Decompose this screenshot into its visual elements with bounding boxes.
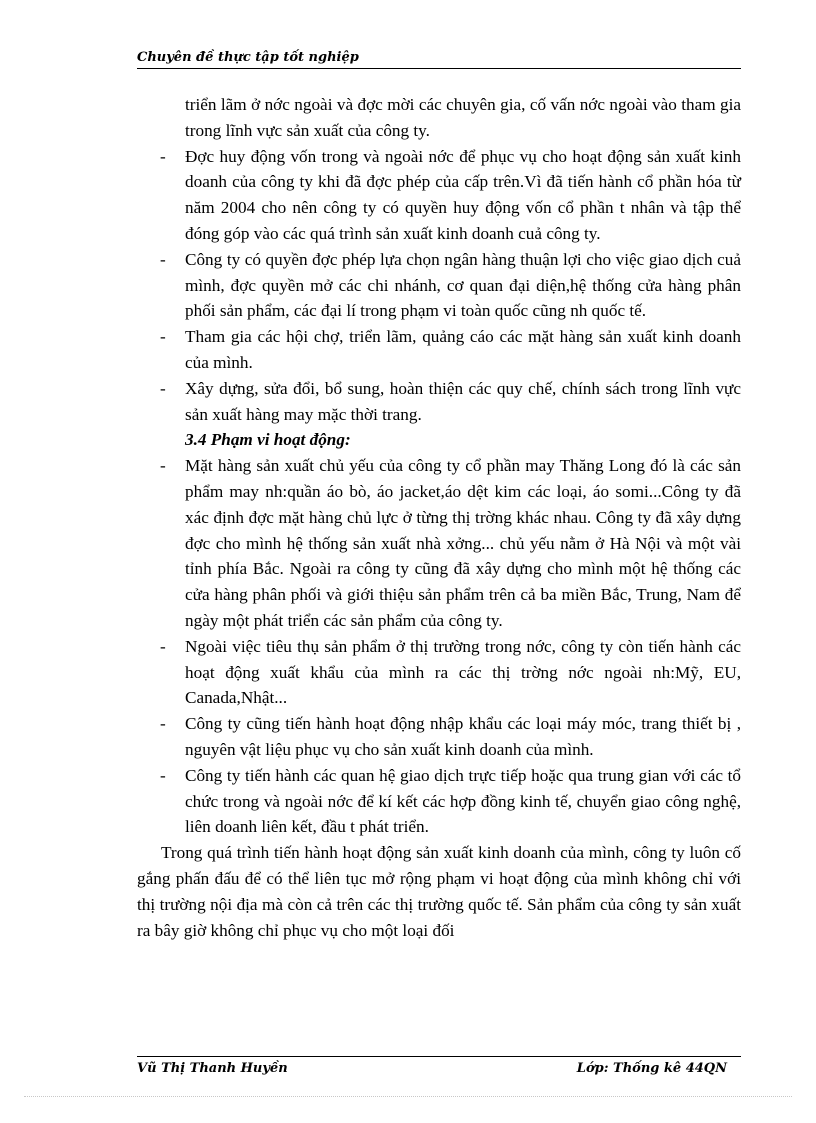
bullet-dash: - [160,249,166,269]
bullet-dash: - [160,378,166,398]
closing-paragraph: Trong quá trình tiến hành hoạt động sản xuất kinh doanh của mình, công ty luôn cố gắng phấn đấu để có thể liên tục mở rộng phạm vi hoạt động của mình không chỉ với thị trường nội địa mà còn cả trên các thị trường quốc tế. Sản phẩm của công ty sản xuất ra bây giờ không chỉ phục vụ cho một loại đối [137,843,741,940]
section-heading: 3.4 Phạm vi hoạt động: [185,430,351,450]
list-item [137,634,741,711]
list-item-text: Xây dựng, sửa đổi, bổ sung, hoàn thiện các quy chế, chính sách trong lĩnh vực sản xuất hàng may mặc thời trang. [185,378,741,424]
list-item [137,247,741,324]
list-a [137,144,741,428]
bullet-dash: - [160,714,166,734]
list-item-text: Ngoài việc tiêu thụ sản phẩm ở thị trường trong nớc, công ty còn tiến hành các hoạt động xuất khẩu của mình ra các thị trờng nớc ngoài nh:Mỹ, EU, Canada,Nhật... [185,636,741,708]
list-item [137,376,741,428]
page-header [137,48,741,69]
list-item-text: Mặt hàng sản xuất chủ yếu của công ty cổ phần may Thăng Long đó là các sản phẩm may nh:quần áo bò, áo jacket,áo dệt kim các loại, áo somi...Công ty đã xác định đợc mặt hàng chủ lực ở từng thị trờng khác nhau. Công ty đã xây dựng đợc cho mình hệ thống sản xuất nhà xởng... chủ yếu nằm ở Hà Nội và một vài tỉnh phía Bắc. Ngoài ra công ty cũng đã xây dựng cho mình một hệ thống các cửa hàng phân phối và giới thiệu sản phẩm trên cả ba miền Bắc, Trung, Nam để ngày một phát triển các sản phẩm của công ty. [185,456,741,630]
footer-author: Vũ Thị Thanh Huyền [137,1061,288,1076]
list-item [137,453,741,634]
list-item-text: Công ty tiến hành các quan hệ giao dịch trực tiếp hoặc qua trung gian với các tổ chức trong và ngoài nớc để kí kết các hợp đồng kinh tế, chuyển giao công nghệ, liên doanh liên kết, đầu t phát triển. [185,765,741,837]
page-content [137,92,741,943]
bullet-dash: - [160,765,166,785]
list-item-text: Công ty có quyền đợc phép lựa chọn ngân hàng thuận lợi cho việc giao dịch cuả mình, đợc quyền mở các chi nhánh, cơ quan đại diện,hệ thống cửa hàng phân phối sản phẩm, các đại lí trong phạm vi toàn quốc cũng nh quốc tế. [185,249,741,321]
list-item [137,711,741,763]
list-item [137,763,741,840]
list-item-text: Tham gia các hội chợ, triển lãm, quảng cáo các mặt hàng sản xuất kinh doanh của mình. [185,327,741,372]
bullet-dash: - [160,456,166,476]
bullet-dash: - [160,327,166,347]
header-title: Chuyên đề thực tập tốt nghiệp [137,50,359,65]
page-footer [137,1056,741,1079]
bullet-dash: - [160,146,166,166]
list-item-text: Đợc huy động vốn trong và ngoài nớc để phục vụ cho hoạt động sản xuất kinh doanh của công ty khi đã đợc phép của cấp trên.Vì đã tiến hành cổ phần hóa từ năm 2004 cho nên công ty có quyền huy động vốn cổ phần t nhân và tập thể đóng góp vào các quá trình sản xuất kinh doanh cuả công ty. [185,146,741,243]
footer-class-label: Lớp: Thống kê 44QN [576,1061,727,1076]
list-item-text: Công ty cũng tiến hành hoạt động nhập khẩu các loại máy móc, trang thiết bị , nguyên vật liệu phục vụ cho sản xuất kinh doanh của mình. [185,714,741,759]
list-item [137,324,741,376]
list-item [137,144,741,247]
list-b [137,453,741,840]
intro-continuation: triển lãm ở nớc ngoài và đợc mời các chuyên gia, cố vấn nớc ngoài vào tham gia trong lĩnh vực sản xuất của công ty. [185,95,741,140]
page-edge-divider [24,1096,792,1097]
bullet-dash: - [160,636,166,656]
